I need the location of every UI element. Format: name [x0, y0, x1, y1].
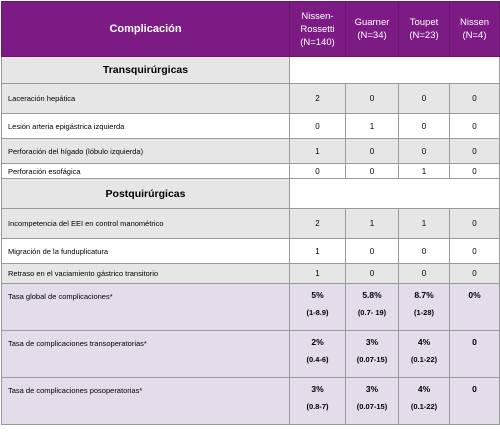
rate-row-transoperatorias [2, 331, 500, 378]
cell-value: 0 [450, 164, 500, 179]
table-row [2, 264, 500, 284]
section-title: Transquirúrgicas [2, 57, 290, 84]
rate-ci: (1-8.9) [306, 308, 329, 317]
row-label: Perforación esofágica [2, 164, 290, 179]
cell-value: 2 [290, 84, 346, 114]
cell-value: 0 [290, 114, 346, 139]
section-postquirurgicas [2, 179, 500, 209]
rate-value: 5% [311, 290, 324, 300]
table-row [2, 164, 500, 179]
table-row [2, 239, 500, 264]
table-row [2, 139, 500, 164]
row-label: Perforación del hígado (lóbulo izquierda) [2, 139, 290, 164]
rate-value: 4% [417, 384, 431, 394]
row-label: Laceración hepática [2, 84, 290, 114]
header-nissen-rossetti: Nissen- Rossetti (N=140) [290, 2, 346, 57]
row-label: Lesión arteria epigástrica izquierda [2, 114, 290, 139]
rate-ci: (1-28) [413, 308, 434, 317]
rate-ci: (0.1-22) [410, 402, 438, 411]
row-label: Tasa de complicaciones posoperatorias* [2, 378, 290, 425]
cell-value: 1 [399, 209, 450, 239]
row-label: Tasa global de complicaciones* [2, 284, 290, 331]
header-toupet: Toupet (N=23) [399, 2, 450, 57]
row-label: Incompetencia del EEI en control manométrico [2, 209, 290, 239]
rate-ci: (0.1-22) [410, 355, 438, 364]
rate-ci: (0.7- 19) [357, 308, 387, 317]
cell-value: 0 [399, 264, 450, 284]
cell-value: 0 [399, 84, 450, 114]
table-row [2, 209, 500, 239]
rate-value: 4% [417, 337, 431, 347]
cell-value: 1 [290, 264, 346, 284]
table-row [2, 84, 500, 114]
cell-value: 1 [290, 239, 346, 264]
cell-value: 1 [290, 139, 346, 164]
rate-value: 3% [365, 384, 379, 394]
rate-value: 0 [472, 384, 477, 394]
rate-value: 0% [468, 290, 481, 300]
cell-value: 0 [346, 164, 399, 179]
rate-row-posoperatorias [2, 378, 500, 425]
cell-value: 0 [450, 239, 500, 264]
cell-value: 0 [450, 84, 500, 114]
cell-value: 2 [290, 209, 346, 239]
header-guarner: Guarner (N=34) [346, 2, 399, 57]
rate-ci: (0.07-15) [356, 355, 388, 364]
cell-value: 0 [399, 239, 450, 264]
cell-value: 0 [399, 114, 450, 139]
cell-value: 0 [399, 139, 450, 164]
cell-value: 1 [346, 209, 399, 239]
rate-ci: (0.4-6) [306, 355, 329, 364]
row-label: Retraso en el vaciamiento gástrico transitorio [2, 264, 290, 284]
rate-ci: (0.07-15) [356, 402, 388, 411]
row-label: Migración de la funduplicatura [2, 239, 290, 264]
cell-value: 0 [450, 209, 500, 239]
rate-value: 3% [365, 337, 379, 347]
row-label: Tasa de complicaciones transoperatorias* [2, 331, 290, 378]
header-complicacion: Complicación [2, 2, 290, 57]
rate-value: 8.7% [414, 290, 434, 300]
cell-value: 0 [450, 139, 500, 164]
rate-row-global [2, 284, 500, 331]
rate-ci: (0.8-7) [306, 402, 329, 411]
cell-value: 1 [346, 114, 399, 139]
rate-value: 3% [311, 384, 324, 394]
cell-value: 0 [346, 84, 399, 114]
cell-value: 1 [399, 164, 450, 179]
cell-value: 0 [450, 264, 500, 284]
table-row [2, 114, 500, 139]
section-title: Postquirúrgicas [2, 179, 290, 209]
table-header [2, 2, 500, 57]
rate-value: 2% [311, 337, 324, 347]
section-transquirurgicas [2, 57, 500, 84]
header-nissen: Nissen (N=4) [450, 2, 500, 57]
complications-table [1, 1, 500, 425]
cell-value: 0 [346, 139, 399, 164]
cell-value: 0 [346, 264, 399, 284]
rate-value: 0 [472, 337, 477, 347]
cell-value: 0 [450, 114, 500, 139]
cell-value: 0 [290, 164, 346, 179]
rate-value: 5.8% [362, 290, 382, 300]
cell-value: 0 [346, 239, 399, 264]
